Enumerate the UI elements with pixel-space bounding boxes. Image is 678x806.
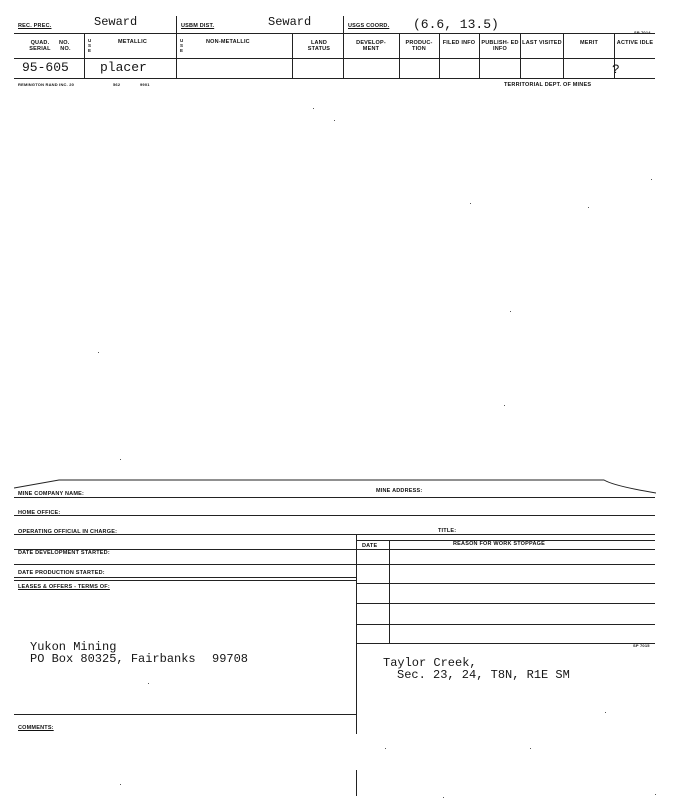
printer-code-2: 9901: [140, 82, 150, 87]
col-divider-pub: [479, 33, 480, 78]
rule-prod-started-double: [14, 580, 356, 581]
top-card-rule-1: [14, 33, 655, 34]
rule-stoppage-row-2: [356, 583, 655, 584]
department-name: TERRITORIAL DEPT. OF MINES: [504, 82, 592, 88]
rule-stoppage-header-bottom: [14, 549, 655, 550]
scan-speck: [385, 748, 386, 749]
company-address-value: PO Box 80325, Fairbanks: [30, 652, 196, 666]
col-divider-land: [292, 33, 293, 78]
operating-official-label: OPERATING OFFICIAL IN CHARGE:: [18, 529, 118, 535]
col-divider-merit: [563, 33, 564, 78]
date-column-header: DATE: [362, 543, 378, 549]
lower-left-border-stub: [356, 770, 357, 796]
mine-address-label: MINE ADDRESS:: [376, 488, 423, 494]
printer-credit: REMINGTON RAND INC. 20: [18, 82, 75, 87]
form-number-bottom: SP 7015: [633, 643, 650, 648]
top-divider-1: [176, 16, 177, 78]
usgs-coord-value: (6.6, 13.5): [413, 17, 499, 32]
mine-company-name-label: MINE COMPANY NAME:: [18, 491, 85, 497]
rec-prec-label: REC. PREC.: [18, 23, 52, 29]
quad-serial-value: 95-605: [22, 60, 69, 75]
last-visited-label: LAST VISITED: [522, 40, 562, 46]
scan-speck: [605, 712, 606, 713]
non-metallic-label: NON-METALLIC: [206, 39, 250, 45]
scan-speck: [313, 108, 314, 109]
reason-column-header: REASON FOR WORK STOPPAGE: [453, 541, 545, 547]
rule-dev-started: [14, 564, 655, 565]
scan-speck: [334, 120, 335, 121]
rule-prod-started: [14, 577, 356, 578]
rule-stoppage-row-3: [356, 603, 655, 604]
merit-label: MERIT: [579, 40, 599, 46]
use-code-label-metallic: U S E: [88, 38, 92, 53]
usgs-coord-label: USGS COORD.: [348, 23, 390, 29]
col-divider-filed: [439, 33, 440, 78]
metallic-label: METALLIC: [118, 39, 147, 45]
rule-comments: [14, 714, 356, 715]
comments-label: COMMENTS:: [18, 725, 54, 731]
leases-offers-label: LEASES & OFFERS - TERMS OF:: [18, 584, 110, 590]
quad-serial-label: [20, 40, 80, 52]
rule-home-office: [14, 515, 655, 516]
location-line-2: Sec. 23, 24, T8N, R1E SM: [397, 668, 570, 682]
home-office-label: HOME OFFICE:: [18, 510, 61, 516]
active-idle-mark: ?: [612, 62, 620, 77]
stoppage-date-divider: [389, 540, 390, 643]
scan-speck: [588, 207, 589, 208]
rec-prec-value: Seward: [94, 15, 138, 29]
scan-speck: [504, 405, 505, 406]
scan-speck: [98, 352, 99, 353]
usbm-dist-label: USBM DIST.: [181, 23, 215, 29]
top-card-rule-3: [14, 78, 655, 79]
rule-company: [14, 497, 655, 498]
scan-speck: [530, 748, 531, 749]
form-number-top: SP 7014: [634, 30, 651, 35]
date-production-started-label: DATE PRODUCTION STARTED:: [18, 570, 105, 576]
scan-speck: [470, 203, 471, 204]
scan-speck: [148, 683, 149, 684]
card-edge: [14, 476, 656, 496]
usbm-dist-value: Seward: [268, 15, 312, 29]
col-divider-prod: [399, 33, 400, 78]
stoppage-left-border: [356, 534, 357, 734]
rule-stoppage-row-5: [356, 643, 655, 644]
col-divider-visited: [520, 33, 521, 78]
scan-speck: [510, 311, 511, 312]
filed-info-label: FILED INFO: [442, 40, 476, 46]
metallic-value: placer: [100, 60, 147, 75]
scan-speck: [120, 784, 121, 785]
published-info-label: PUBLISH- ED INFO: [481, 40, 519, 52]
active-idle-label: ACTIVE IDLE: [616, 40, 654, 46]
top-card-rule-2: [14, 58, 655, 59]
title-label: TITLE:: [438, 528, 457, 534]
company-name-value: Yukon Mining: [30, 640, 117, 654]
land-status-label: LAND STATUS: [307, 40, 331, 52]
printer-code-1: 562: [113, 82, 121, 87]
scan-speck: [655, 794, 656, 795]
scan-speck: [120, 459, 121, 460]
date-development-started-label: DATE DEVELOPMENT STARTED:: [18, 550, 110, 556]
quad-no-label: QUAD. NO.: [30, 40, 70, 46]
location-line-1: Taylor Creek,: [383, 656, 477, 670]
company-zip-value: 99708: [212, 652, 249, 666]
col-divider-serial: [84, 33, 85, 78]
scan-speck: [651, 179, 652, 180]
rule-stoppage-row-4: [356, 624, 655, 625]
serial-no-label: SERIAL NO.: [29, 46, 71, 52]
use-code-label-nonmetallic: U S E: [180, 38, 184, 53]
scan-speck: [443, 797, 444, 798]
top-divider-2: [343, 16, 344, 78]
development-label: DEVELOP- MENT: [356, 40, 386, 52]
production-label: PRODUC- TION: [405, 40, 433, 52]
